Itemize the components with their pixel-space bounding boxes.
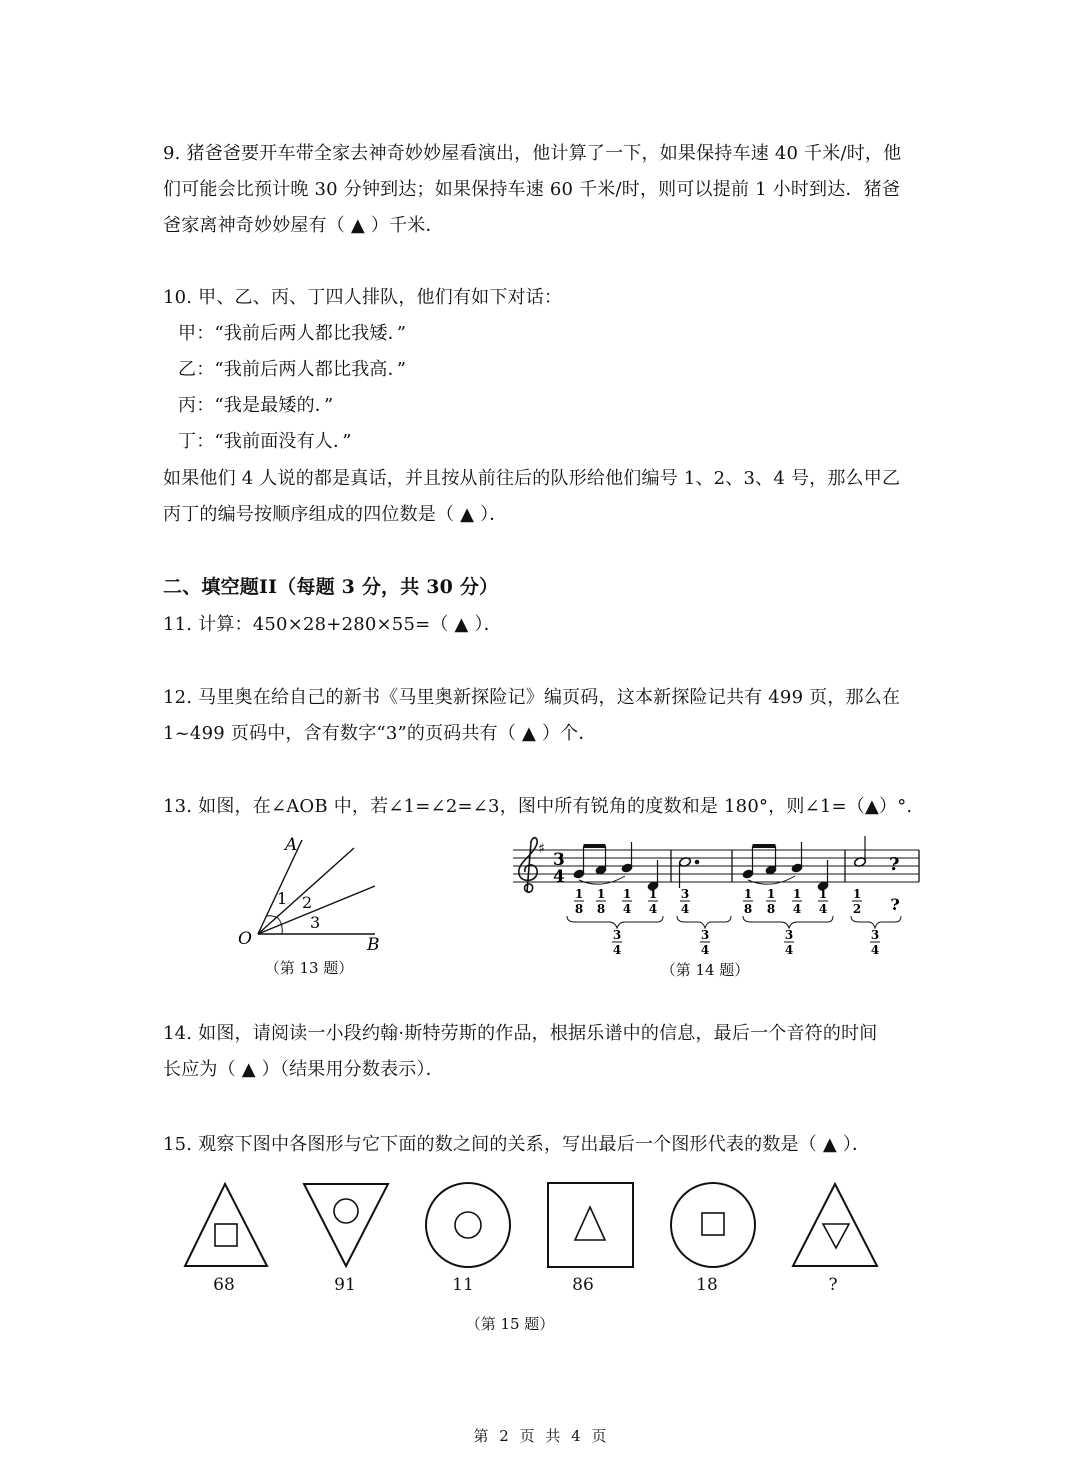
q9-line-1: 9. 猪爸爸要开车带全家去神奇妙妙屋看演出，他计算了一下，如果保持车速 40 千米/时，他	[163, 143, 902, 164]
q13-line-1: 13. 如图，在∠AOB 中，若∠1=∠2=∠3，图中所有锐角的度数和是 180°，则∠1=（▲）°.	[163, 796, 913, 817]
q10-line-3: 丙丁的编号按顺序组成的四位数是（ ▲ ）．	[163, 504, 508, 525]
shape-5-value: 18	[696, 1275, 718, 1295]
svg-text:4: 4	[870, 943, 880, 957]
label-2: 2	[302, 893, 313, 912]
measure-sum-4	[870, 928, 880, 957]
shape-4-value: 86	[572, 1275, 594, 1295]
note-value-5	[680, 887, 690, 916]
note-value-3	[622, 887, 632, 916]
svg-text:4: 4	[680, 902, 690, 916]
svg-text:1: 1	[818, 887, 828, 901]
label-a: A	[285, 835, 298, 855]
shape-2-value: 91	[334, 1275, 356, 1295]
label-1: 1	[277, 889, 288, 908]
q12-line-1: 12. 马里奥在给自己的新书《马里奥新探险记》编页码，这本新探险记共有 499 页，那么在	[163, 687, 901, 708]
note-value-10	[852, 887, 862, 916]
brace-m1	[567, 916, 663, 928]
label-b: B	[367, 935, 380, 955]
svg-text:1: 1	[596, 887, 606, 901]
note-value-9	[818, 887, 828, 916]
note-value-unknown: ?	[890, 895, 900, 914]
q10-line-1: 10. 甲、乙、丙、丁四人排队，他们有如下对话：	[163, 287, 563, 308]
svg-text:1: 1	[574, 887, 584, 901]
q14-line-2: 长应为（ ▲ ）（结果用分数表示）．	[163, 1059, 444, 1080]
section-heading: 二、填空题II（每题 3 分，共 30 分）	[163, 576, 499, 598]
svg-text:4: 4	[784, 943, 794, 957]
q13-caption: （第 13 题）	[264, 959, 354, 977]
note-value-8	[792, 887, 802, 916]
shape-4	[548, 1183, 633, 1267]
page-footer: 第 2 页 共 4 页	[473, 1427, 607, 1445]
svg-text:3: 3	[700, 928, 710, 942]
treble-clef-icon	[519, 838, 537, 893]
measure-sum-3	[784, 928, 794, 957]
svg-text:4: 4	[818, 902, 828, 916]
q10-dialogue-yi: 乙：“我前后两人都比我高．”	[178, 359, 407, 380]
svg-text:3: 3	[784, 928, 794, 942]
svg-text:8: 8	[743, 902, 753, 916]
svg-text:1: 1	[743, 887, 753, 901]
brace-m3	[743, 916, 833, 928]
svg-text:8: 8	[596, 902, 606, 916]
svg-text:4: 4	[648, 902, 658, 916]
svg-text:3: 3	[612, 928, 622, 942]
note-value-2	[596, 887, 606, 916]
label-3: 3	[310, 913, 321, 932]
q11-line-1: 11. 计算：450×28+280×55=（ ▲ ）．	[163, 614, 502, 635]
q15-line-1: 15. 观察下图中各图形与它下面的数之间的关系，写出最后一个图形代表的数是（ ▲ ）．	[163, 1134, 871, 1155]
sharp-icon: ♯	[538, 841, 545, 857]
svg-text:8: 8	[766, 902, 776, 916]
note-value-7	[766, 887, 776, 916]
shape-3-value: 11	[452, 1275, 474, 1295]
q9-line-2: 们可能会比预计晚 30 分钟到达；如果保持车速 60 千米/时，则可以提前 1 小时到达．猪爸	[163, 179, 901, 200]
time-sig-bottom: 4	[553, 867, 565, 887]
shape-5	[671, 1183, 755, 1267]
note-value-4	[648, 887, 658, 916]
shape-1-value: 68	[213, 1275, 235, 1295]
time-sig-top: 3	[553, 850, 565, 870]
shape-1	[185, 1184, 267, 1266]
svg-text:8: 8	[574, 902, 584, 916]
brace-m4	[851, 916, 901, 928]
q14-line-1: 14. 如图，请阅读一小段约翰·斯特劳斯的作品，根据乐谱中的信息，最后一个音符的时间	[163, 1023, 878, 1044]
q10-dialogue-jia: 甲：“我前后两人都比我矮．”	[178, 323, 407, 344]
measure-sum-1	[612, 928, 622, 957]
svg-text:4: 4	[700, 943, 710, 957]
q14-caption: （第 14 题）	[660, 961, 750, 979]
staff-unknown: ?	[889, 854, 900, 875]
svg-text:4: 4	[612, 943, 622, 957]
shape-6	[793, 1184, 877, 1266]
q10-dialogue-bing: 丙：“我是最矮的．”	[178, 395, 334, 416]
measure-sum-2	[700, 928, 710, 957]
svg-text:3: 3	[680, 887, 690, 901]
q10-dialogue-ding: 丁：“我前面没有人．”	[178, 431, 352, 452]
svg-text:1: 1	[852, 887, 862, 901]
label-o: O	[238, 929, 252, 949]
brace-m2	[677, 916, 731, 928]
note-value-6	[743, 887, 753, 916]
q12-line-2: 1~499 页码中，含有数字“3”的页码共有（ ▲ ）个．	[163, 723, 597, 744]
shape-6-value: ?	[828, 1275, 838, 1295]
angle-figure	[230, 830, 400, 960]
svg-text:3: 3	[870, 928, 880, 942]
svg-text:1: 1	[648, 887, 658, 901]
shape-3	[426, 1183, 510, 1267]
q10-line-2: 如果他们 4 人说的都是真话，并且按从前往后的队形给他们编号 1、2、3、4 号，那么甲乙	[163, 468, 901, 489]
svg-text:4: 4	[622, 902, 632, 916]
svg-text:4: 4	[792, 902, 802, 916]
note-value-1	[574, 887, 584, 916]
shape-2	[304, 1184, 388, 1266]
svg-text:1: 1	[766, 887, 776, 901]
q15-caption: （第 15 题）	[465, 1315, 555, 1333]
ray-oc	[258, 848, 354, 934]
q9-line-3: 爸家离神奇妙妙屋有（ ▲ ）千米．	[163, 215, 444, 236]
svg-text:1: 1	[622, 887, 632, 901]
shapes-figure	[180, 1180, 890, 1275]
svg-text:1: 1	[792, 887, 802, 901]
music-score-figure	[505, 830, 925, 960]
svg-text:2: 2	[852, 902, 862, 916]
